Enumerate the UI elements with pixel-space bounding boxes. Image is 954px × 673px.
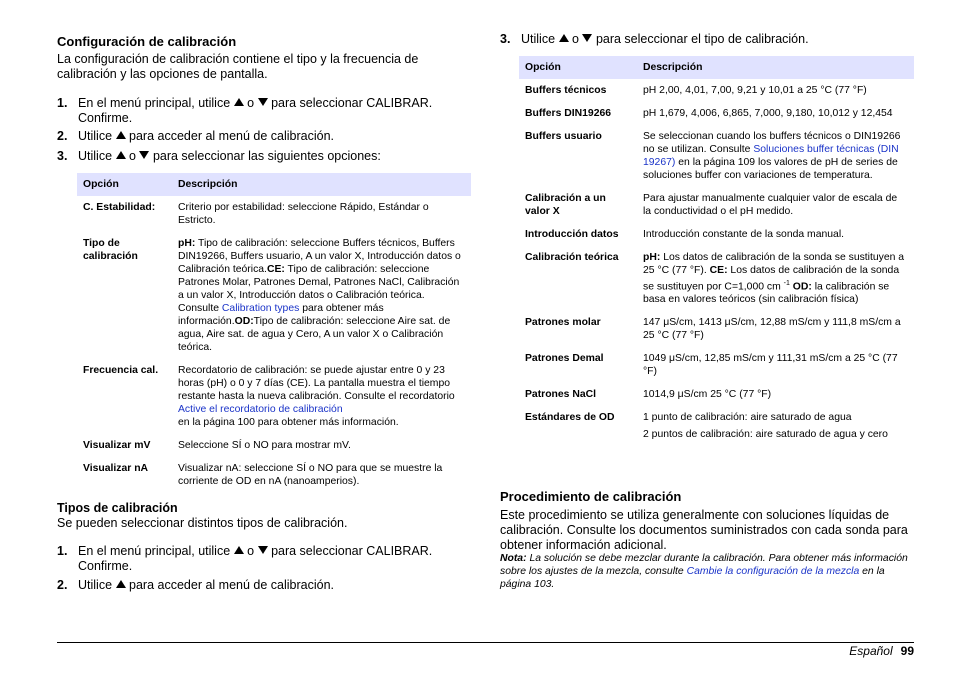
- options-table: [77, 173, 471, 498]
- down-arrow-icon: [258, 98, 268, 106]
- up-arrow-icon: [116, 151, 126, 159]
- table-row: C. Estabilidad: Criterio por estabilidad: seleccione Rápido, Estándar o Estricto.: [83, 202, 429, 226]
- step-2: 2. Utilice para acceder al menú de calibración.: [57, 578, 334, 592]
- calibration-types-table: [519, 56, 914, 451]
- step-1: 1. En el menú principal, utilice o para seleccionar CALIBRAR. Confirme.: [57, 544, 433, 573]
- types-intro: Se pueden seleccionar distintos tipos de calibración.: [57, 516, 348, 530]
- footer-language: Español: [849, 644, 893, 658]
- calibration-reminder-link[interactable]: Active el recordatorio de calibración: [178, 404, 343, 415]
- procedure-note: Nota: La solución se debe mezclar durante la calibración. Para obtener más información sobre los ajustes de la mezcla, consulte Cambie la configuración de la mezcla en la página 103.: [500, 553, 908, 590]
- header-option: Opción: [519, 56, 637, 79]
- table-row: Visualizar mV Seleccione SÍ o NO para mostrar mV.: [83, 440, 351, 451]
- table-row: Frecuencia cal. Recordatorio de calibración: se puede ajustar entre 0 y 23 horas (pH) o 0 y 7 días (CE). La pantalla muestra el tiempo restante hasta la nueva calibración. Consulte el recordatorio Active el recordatorio de calibración en la página 100 para obtener más información.: [83, 365, 455, 428]
- up-arrow-icon: [234, 546, 244, 554]
- procedure-text: Este procedimiento se utiliza generalmente con soluciones líquidas de calibración. Consulte los documentos suministrados con cada sonda para obtener información adicional.: [500, 508, 908, 552]
- table-row: Tipo de calibración pH: Tipo de calibración: seleccione Buffers técnicos, Buffers DIN19266, Buffers usuario, A un valor X, Introducción datos o Calibración teórica.CE: Tipo de calibración: seleccione Patrones Molar, Patrones Demal, Patrones NaCl, Calibración a un valor X, Introducción datos o Calibración teórica. Consulte Calibration types para obtener más información.OD:Tipo de calibración: seleccione Aire sat. de agua, Aire sat. de agua y Cero, A un valor X o Calibración teórica.: [83, 238, 461, 353]
- up-arrow-icon: [116, 131, 126, 139]
- footer: [849, 644, 914, 658]
- mixing-settings-link[interactable]: Cambie la configuración de la mezcla: [686, 566, 860, 577]
- down-arrow-icon: [139, 151, 149, 159]
- step-2: 2. Utilice para acceder al menú de calibración.: [57, 129, 334, 143]
- table-row: Buffers técnicos pH 2,00, 4,01, 7,00, 9,21 y 10,01 a 25 °C (77 °F): [525, 85, 867, 96]
- table-header-row: [77, 173, 471, 196]
- table-header-row: [519, 56, 914, 79]
- step-3: 3. Utilice o para seleccionar el tipo de calibración.: [500, 32, 809, 46]
- config-intro: La configuración de calibración contiene el tipo y la frecuencia de calibración y las opciones de pantalla.: [57, 52, 419, 81]
- types-heading: Tipos de calibración: [57, 501, 178, 515]
- table-row: Patrones Demal 1049 μS/cm, 12,85 mS/cm y 111,31 mS/cm a 25 °C (77 °F): [525, 353, 898, 378]
- technical-buffers-link[interactable]: Soluciones buffer técnicas (DIN 19267): [643, 144, 899, 168]
- table-row: Introducción datos Introducción constante de la sonda manual.: [525, 229, 845, 240]
- header-description: Descripción: [637, 56, 914, 79]
- step-1: 1. En el menú principal, utilice o para seleccionar CALIBRAR. Confirme.: [57, 96, 433, 125]
- table-row: Visualizar nA Visualizar nA: seleccione SÍ o NO para que se muestre la corriente de OD en nA (nanoamperios).: [83, 463, 443, 487]
- up-arrow-icon: [116, 580, 126, 588]
- step-3: 3. Utilice o para seleccionar las siguientes opciones:: [57, 149, 381, 163]
- table-row: Patrones NaCl 1014,9 μS/cm 25 °C (77 °F): [525, 389, 772, 401]
- table-row: Patrones molar 147 μS/cm, 1413 μS/cm, 12,88 mS/cm y 111,8 mS/cm a 25 °C (77 °F): [525, 317, 901, 342]
- config-heading: Configuración de calibración: [57, 34, 237, 49]
- header-option: Opción: [77, 173, 172, 196]
- header-description: Descripción: [172, 173, 471, 196]
- table-row: Buffers usuario Se seleccionan cuando los buffers técnicos o DIN19266 no se utilizan. Consulte Soluciones buffer técnicas (DIN 19267) en la página 109 los valores de pH de series de soluciones buffer con variaciones de temperatura.: [525, 131, 901, 181]
- calibration-types-link[interactable]: Calibration types: [221, 303, 300, 314]
- table-row: Calibración teórica pH: Los datos de calibración de la sonda se sustituyen a 25 °C (77 °F). CE: Los datos de calibración de la sonda se sustituyen por C=1,000 cm $^{-1}$ OD: la calibración se basa en valores teóricos (sin calibración física): [525, 252, 905, 306]
- down-arrow-icon: [258, 546, 268, 554]
- table-row: Calibración a un valor X Para ajustar manualmente cualquier valor de escala de la conductividad o el pH medido.: [525, 193, 898, 217]
- up-arrow-icon: [559, 34, 569, 42]
- procedure-heading: Procedimiento de calibración: [500, 489, 682, 504]
- up-arrow-icon: [234, 98, 244, 106]
- table-row: Estándares de OD 1 punto de calibración: aire saturado de agua 2 puntos de calibración: aire saturado de agua y cero: [525, 412, 888, 441]
- down-arrow-icon: [582, 34, 592, 42]
- table-row: Buffers DIN19266 pH 1,679, 4,006, 6,865, 7,000, 9,180, 10,012 y 12,454: [525, 108, 893, 119]
- footer-divider: [57, 642, 914, 643]
- page-number: 99: [900, 644, 914, 658]
